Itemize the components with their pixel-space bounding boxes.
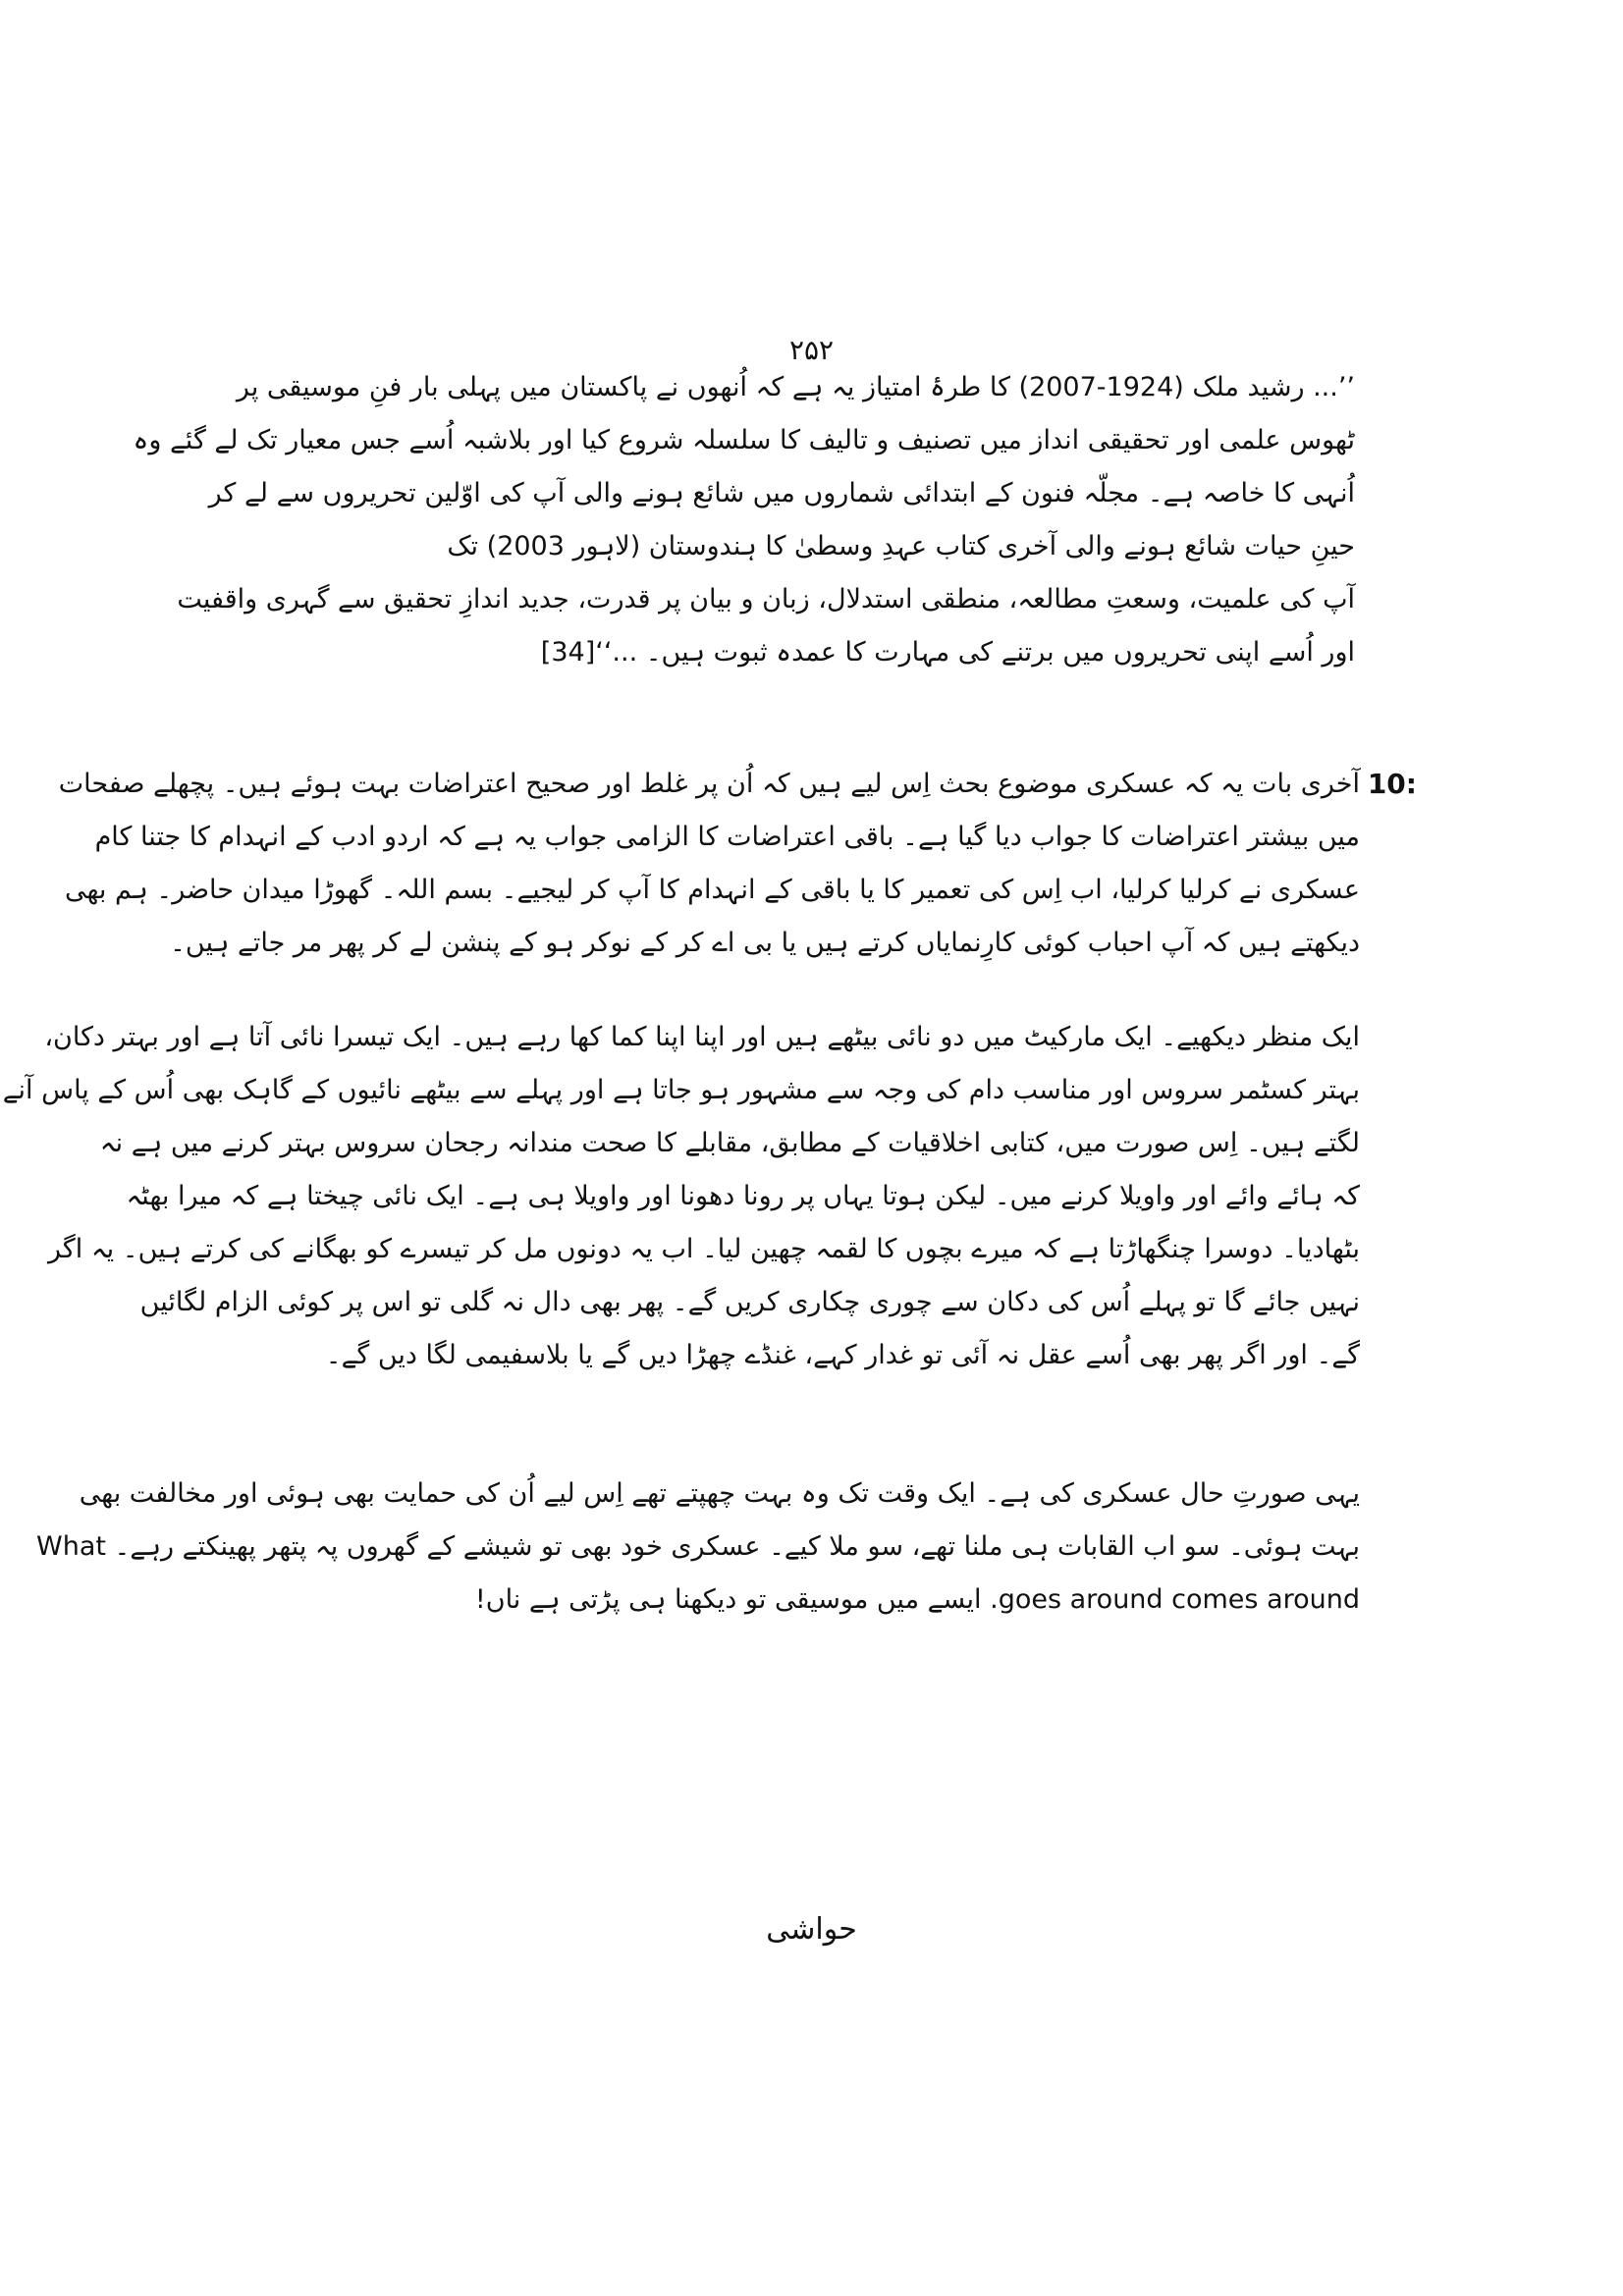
paragraph-line: آخری بات یہ کہ عسکری موضوع بحث اِس لیے ہیں کہ اُن پر غلط اور صحیح اعتراضات بہت ہوئے ہیں۔ پچھلے صفحات <box>58 769 1360 799</box>
paragraph-line: کہ ہائے وائے اور واویلا کرنے میں۔ لیکن ہوتا یہاں پر رونا دھونا اور واویلا ہی ہے۔ ایک نائی چیختا ہے کہ میرا بھٹہ <box>126 1181 1360 1211</box>
quote-line: اور اُسے اپنی تحریروں میں برتنے کی مہارت کا عمدہ ثبوت ہیں۔ ...‘‘[34] <box>540 637 1355 667</box>
paragraph-line: بہتر کسٹمر سروس اور مناسب دام کی وجہ سے مشہور ہو جاتا ہے اور پہلے سے بیٹھے نائیوں کے گاہک بھی اُس کے پاس آنے <box>2 1075 1360 1105</box>
paragraph-line: بٹھادیا۔ دوسرا چنگھاڑتا ہے کہ میرے بچوں کا لقمہ چھین لیا۔ اب یہ دونوں مل کر تیسرے کو بھگانے کی کرتے ہیں۔ یہ اگر <box>48 1234 1360 1264</box>
item-number: 10: <box>1367 768 1417 800</box>
numbered-paragraph-10 <box>58 758 1417 970</box>
paragraph-line: بہت ہوئی۔ سو اب القابات ہی ملنا تھے، سو ملا کیے۔ عسکری خود بھی تو شیشے کے گھروں پہ پتھر پھینکتے رہے۔ What <box>36 1531 1360 1562</box>
paragraph-line: goes around comes around. ایسے میں موسیقی تو دیکھنا ہی پڑتی ہے ناں! <box>474 1584 1360 1615</box>
paragraph-line: یہی صورتِ حال عسکری کی ہے۔ ایک وقت تک وہ بہت چھپتے تھے اِس لیے اُن کی حمایت بھی ہوئی اور مخالفت بھی <box>79 1478 1360 1509</box>
quote-line: حینِ حیات شائع ہونے والی آخری کتاب عہدِ وسطیٰ کا ہندوستان (لاہور 2003) تک <box>447 531 1355 561</box>
quote-line: ’’... رشید ملک (1924-2007) کا طرۂ امتیاز یہ ہے کہ اُنھوں نے پاکستان میں پہلی بار فنِ موسیقی پر <box>236 372 1355 402</box>
paragraph-line: گے۔ اور اگر پھر بھی اُسے عقل نہ آئی تو غدار کہے، غنڈے چھڑا دیں گے یا بلاسفیمی لگا دیں گے۔ <box>325 1340 1360 1370</box>
page-number: ۲۵۲ <box>788 334 835 366</box>
footnotes-heading: حواشی <box>766 1912 857 1947</box>
paragraph-line: ایک منظر دیکھیے۔ ایک مارکیٹ میں دو نائی بیٹھے ہیں اور اپنا اپنا کما کھا رہے ہیں۔ ایک تیسرا نائی آتا ہے اور بہتر دکان، <box>44 1022 1360 1052</box>
quote-line: اُنہی کا خاصہ ہے۔ مجلّہ فنون کے ابتدائی شماروں میں شائع ہونے والی آپ کی اوّلین تحریروں سے لے کر <box>208 478 1355 508</box>
paragraph-askari <box>36 1468 1360 1627</box>
quotation-block <box>133 361 1355 679</box>
quote-line: ٹھوس علمی اور تحقیقی انداز میں تصنیف و تالیف کا سلسلہ شروع کیا اور بلاشبہ اُسے جس معیار تک لے گئے وہ <box>133 425 1355 455</box>
paragraph-line: عسکری نے کرلیا کرلیا، اب اِس کی تعمیر کا یا باقی کے انہدام کا آپ کر لیجیے۔ بسم اللہ۔ گھوڑا میدان حاضر۔ ہم بھی <box>64 875 1360 905</box>
paragraph-line: میں بیشتر اعتراضات کا جواب دیا گیا ہے۔ باقی اعتراضات کا الزامی جواب یہ ہے کہ اردو ادب کے انہدام کا جتنا کام <box>94 822 1360 852</box>
paragraph-line: دیکھتے ہیں کہ آپ احباب کوئی کارِنمایاں کرتے ہیں یا بی اے کر کے نوکر ہو کے پنشن لے کر پھر مر جاتے ہیں۔ <box>170 928 1360 958</box>
quote-line: آپ کی علمیت، وسعتِ مطالعہ، منطقی استدلال، زبان و بیان پر قدرت، جدید اندازِ تحقیق سے گہری واقفیت <box>177 584 1355 614</box>
paragraph-line: لگتے ہیں۔ اِس صورت میں، کتابی اخلاقیات کے مطابق، مقابلے کا صحت مندانہ رجحان سروس بہتر کرنے میں ہے نہ <box>99 1128 1360 1158</box>
paragraph-line: نہیں جائے گا تو پہلے اُس کی دکان سے چوری چکاری کریں گے۔ پھر بھی دال نہ گلی تو اس پر کوئی الزام لگائیں <box>139 1287 1360 1317</box>
paragraph-barbers <box>2 1011 1360 1382</box>
